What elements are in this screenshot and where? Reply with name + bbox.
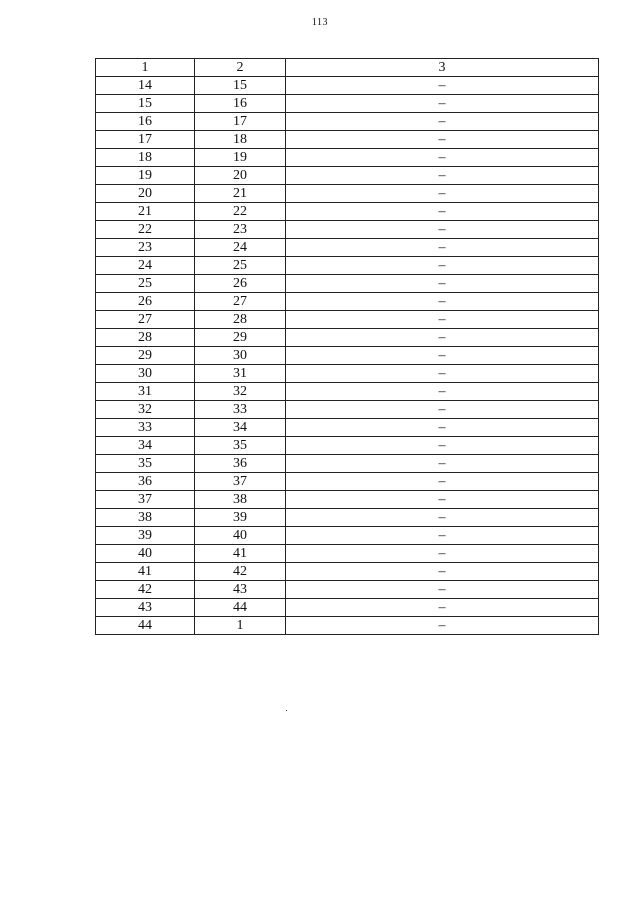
table-cell-col-3: –: [286, 149, 599, 167]
column-header-1: 1: [96, 59, 195, 77]
table-cell-col-2: 20: [195, 167, 286, 185]
table-cell-col-1: 40: [96, 545, 195, 563]
table-cell-col-2: 23: [195, 221, 286, 239]
table-cell-col-1: 34: [96, 437, 195, 455]
table-cell-col-3: –: [286, 491, 599, 509]
table-row: [96, 365, 599, 383]
table-header: [96, 59, 599, 77]
table-cell-col-1: 31: [96, 383, 195, 401]
table-cell-col-3: –: [286, 203, 599, 221]
table-cell-col-3: –: [286, 365, 599, 383]
table-cell-col-1: 18: [96, 149, 195, 167]
table-row: [96, 599, 599, 617]
table-cell-col-2: 43: [195, 581, 286, 599]
table-cell-col-2: 29: [195, 329, 286, 347]
table-cell-col-1: 15: [96, 95, 195, 113]
table-cell-col-3: –: [286, 617, 599, 635]
table-row: [96, 563, 599, 581]
table-row: [96, 329, 599, 347]
table-row: [96, 455, 599, 473]
table-cell-col-1: 28: [96, 329, 195, 347]
table-cell-col-2: 26: [195, 275, 286, 293]
table-cell-col-3: –: [286, 239, 599, 257]
table-row: [96, 221, 599, 239]
table-cell-col-1: 17: [96, 131, 195, 149]
table-row: [96, 581, 599, 599]
table-cell-col-1: 26: [96, 293, 195, 311]
table-cell-col-2: 33: [195, 401, 286, 419]
table-cell-col-2: 39: [195, 509, 286, 527]
table-row: [96, 275, 599, 293]
table-cell-col-1: 39: [96, 527, 195, 545]
table-cell-col-1: 27: [96, 311, 195, 329]
table-cell-col-2: 22: [195, 203, 286, 221]
table-cell-col-3: –: [286, 95, 599, 113]
table-row: [96, 293, 599, 311]
table-cell-col-3: –: [286, 563, 599, 581]
table-cell-col-1: 23: [96, 239, 195, 257]
table-row: [96, 437, 599, 455]
table-body: [96, 77, 599, 635]
table-cell-col-3: –: [286, 383, 599, 401]
table-cell-col-3: –: [286, 329, 599, 347]
table-cell-col-3: –: [286, 419, 599, 437]
table-row: [96, 419, 599, 437]
table-cell-col-2: 41: [195, 545, 286, 563]
table-cell-col-2: 19: [195, 149, 286, 167]
column-header-2: 2: [195, 59, 286, 77]
table-cell-col-3: –: [286, 455, 599, 473]
table-cell-col-2: 24: [195, 239, 286, 257]
table-cell-col-2: 31: [195, 365, 286, 383]
data-table: [95, 58, 599, 635]
table-cell-col-2: 25: [195, 257, 286, 275]
table-cell-col-2: 36: [195, 455, 286, 473]
table-cell-col-1: 14: [96, 77, 195, 95]
table-cell-col-2: 37: [195, 473, 286, 491]
table-cell-col-2: 17: [195, 113, 286, 131]
table-cell-col-1: 19: [96, 167, 195, 185]
table-row: [96, 473, 599, 491]
table-cell-col-3: –: [286, 581, 599, 599]
table-cell-col-3: –: [286, 293, 599, 311]
table-cell-col-1: 21: [96, 203, 195, 221]
table-cell-col-3: –: [286, 599, 599, 617]
table-row: [96, 491, 599, 509]
table-cell-col-1: 33: [96, 419, 195, 437]
table-cell-col-1: 32: [96, 401, 195, 419]
table-cell-col-3: –: [286, 77, 599, 95]
table-cell-col-1: 29: [96, 347, 195, 365]
table-cell-col-1: 22: [96, 221, 195, 239]
table-cell-col-2: 35: [195, 437, 286, 455]
table-cell-col-2: 42: [195, 563, 286, 581]
table-cell-col-3: –: [286, 401, 599, 419]
table-cell-col-3: –: [286, 275, 599, 293]
table-row: [96, 239, 599, 257]
table-cell-col-1: 42: [96, 581, 195, 599]
table-cell-col-2: 38: [195, 491, 286, 509]
table-cell-col-3: –: [286, 257, 599, 275]
table-cell-col-2: 16: [195, 95, 286, 113]
page-number: 113: [311, 17, 329, 28]
table-cell-col-2: 1: [195, 617, 286, 635]
table-row: [96, 617, 599, 635]
table-cell-col-3: –: [286, 167, 599, 185]
stray-dot: [286, 710, 287, 711]
table-cell-col-3: –: [286, 509, 599, 527]
table-cell-col-1: 43: [96, 599, 195, 617]
table-cell-col-2: 15: [195, 77, 286, 95]
table-row: [96, 149, 599, 167]
table-cell-col-1: 20: [96, 185, 195, 203]
column-header-3: 3: [286, 59, 599, 77]
table-cell-col-2: 28: [195, 311, 286, 329]
table-cell-col-2: 34: [195, 419, 286, 437]
table-cell-col-1: 36: [96, 473, 195, 491]
table-row: [96, 167, 599, 185]
table-cell-col-1: 25: [96, 275, 195, 293]
table-row: [96, 311, 599, 329]
table-cell-col-2: 27: [195, 293, 286, 311]
table-cell-col-2: 30: [195, 347, 286, 365]
table-row: [96, 401, 599, 419]
table-cell-col-2: 44: [195, 599, 286, 617]
table-cell-col-3: –: [286, 347, 599, 365]
table-cell-col-3: –: [286, 185, 599, 203]
table-cell-col-2: 32: [195, 383, 286, 401]
table-row: [96, 185, 599, 203]
table-cell-col-1: 16: [96, 113, 195, 131]
table-cell-col-3: –: [286, 473, 599, 491]
table-cell-col-3: –: [286, 527, 599, 545]
table-cell-col-1: 37: [96, 491, 195, 509]
table-row: [96, 527, 599, 545]
table-row: [96, 203, 599, 221]
table-row: [96, 347, 599, 365]
table-cell-col-1: 44: [96, 617, 195, 635]
table-cell-col-3: –: [286, 545, 599, 563]
table-cell-col-3: –: [286, 113, 599, 131]
table-cell-col-2: 18: [195, 131, 286, 149]
table-row: [96, 77, 599, 95]
table-cell-col-1: 24: [96, 257, 195, 275]
table-cell-col-3: –: [286, 311, 599, 329]
table-row: [96, 131, 599, 149]
table-row: [96, 509, 599, 527]
table-cell-col-3: –: [286, 437, 599, 455]
table-row: [96, 95, 599, 113]
table-cell-col-1: 35: [96, 455, 195, 473]
table-cell-col-1: 38: [96, 509, 195, 527]
table-row: [96, 257, 599, 275]
header-row: [96, 59, 599, 77]
table-cell-col-3: –: [286, 131, 599, 149]
table-row: [96, 383, 599, 401]
table-row: [96, 113, 599, 131]
table-cell-col-1: 30: [96, 365, 195, 383]
table-cell-col-2: 21: [195, 185, 286, 203]
table-row: [96, 545, 599, 563]
table-cell-col-3: –: [286, 221, 599, 239]
table-cell-col-2: 40: [195, 527, 286, 545]
table-cell-col-1: 41: [96, 563, 195, 581]
